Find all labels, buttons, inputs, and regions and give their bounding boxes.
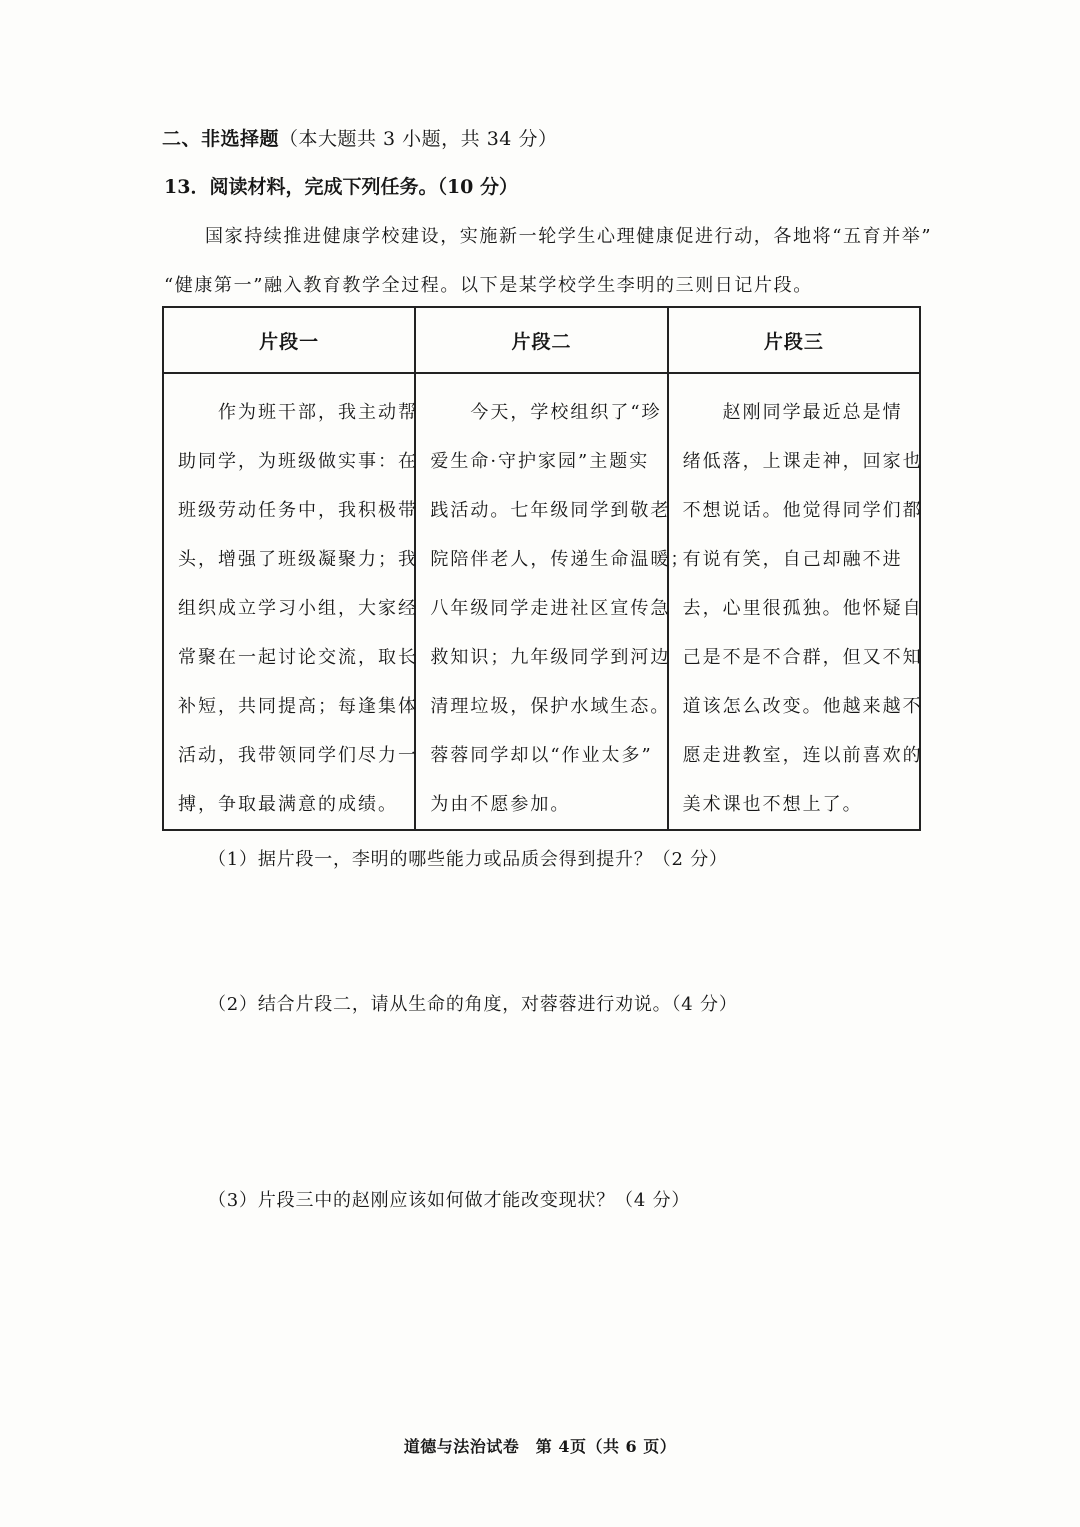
fragment-1-line: 助同学，为班级做实事：在 <box>178 451 418 472</box>
fragment-2-cell <box>415 373 691 830</box>
subquestion-3: （3）片段三中的赵刚应该如何做才能改变现状？（4 分） <box>208 1190 691 1211</box>
fragment-1-line: 搏，争取最满意的成绩。 <box>178 794 398 815</box>
fragment-1-line: 头，增强了班级凝聚力；我 <box>178 549 418 570</box>
fragment-1-line: 组织成立学习小组，大家经 <box>178 598 418 619</box>
fragment-2-line: 今天，学校组织了“珍 <box>430 402 662 423</box>
section-title-note: （本大题共 3 小题，共 34 分） <box>279 128 558 150</box>
fragment-2-line: 清理垃圾，保护水域生态。 <box>430 696 671 717</box>
section-title <box>162 124 557 151</box>
intro-line-1: 国家持续推进健康学校建设，实施新一轮学生心理健康促进行动，各地将“五育并举” <box>205 226 933 247</box>
fragment-1-line: 班级劳动任务中，我积极带 <box>178 500 418 521</box>
fragment-3-line: 有说有笑，自己却融不进 <box>682 549 903 570</box>
fragment-1-line: 常聚在一起讨论交流，取长 <box>178 647 418 668</box>
intro-line-2: “健康第一”融入教育教学全过程。以下是某学校学生李明的三则日记片段。 <box>164 275 813 296</box>
fragment-3-line: 道该怎么改变。他越来越不 <box>682 696 923 717</box>
fragment-3-line: 绪低落，上课走神，回家也 <box>682 451 923 472</box>
diary-fragments-table <box>162 306 921 831</box>
subquestion-1: （1）据片段一，李明的哪些能力或品质会得到提升？（2 分） <box>208 849 728 870</box>
subquestion-2: （2）结合片段二，请从生命的角度，对蓉蓉进行劝说。（4 分） <box>208 994 738 1015</box>
fragment-2-line: 院陪伴老人，传递生命温暖； <box>430 549 691 570</box>
fragment-3-cell <box>668 373 923 830</box>
question-title: 13．阅读材料，完成下列任务。（10 分） <box>164 176 518 198</box>
page-footer: 道德与法治试卷 第 4页（共 6 页） <box>403 1437 677 1456</box>
fragment-3-line: 美术课也不想上了。 <box>682 794 863 815</box>
fragment-1-line: 活动，我带领同学们尽力一 <box>178 745 418 766</box>
table-header-fragment-3: 片段三 <box>668 307 920 373</box>
fragment-1-cell <box>163 373 418 830</box>
table-header-fragment-1: 片段一 <box>163 307 415 373</box>
fragment-2-line: 救知识；九年级同学到河边 <box>430 647 671 668</box>
fragment-3-line: 去，心里很孤独。他怀疑自 <box>682 598 923 619</box>
fragment-2-line: 爱生命·守护家园”主题实 <box>430 451 650 472</box>
table-header-fragment-2: 片段二 <box>415 307 667 373</box>
fragment-2-line: 八年级同学走进社区宣传急 <box>430 598 671 619</box>
section-title-main: 二、非选择题 <box>162 128 280 150</box>
fragment-2-line: 蓉蓉同学却以“作业太多” <box>430 745 653 766</box>
fragment-3-line: 愿走进教室，连以前喜欢的 <box>682 745 923 766</box>
fragment-3-line: 赵刚同学最近总是情 <box>682 402 903 423</box>
fragment-3-line: 不想说话。他觉得同学们都 <box>682 500 923 521</box>
fragment-2-line: 践活动。七年级同学到敬老 <box>430 500 671 521</box>
fragment-3-line: 己是不是不合群，但又不知 <box>682 647 923 668</box>
fragment-2-line: 为由不愿参加。 <box>430 794 571 815</box>
fragment-1-line: 作为班干部，我主动帮 <box>178 402 418 423</box>
fragment-1-line: 补短，共同提高；每逢集体 <box>178 696 418 717</box>
